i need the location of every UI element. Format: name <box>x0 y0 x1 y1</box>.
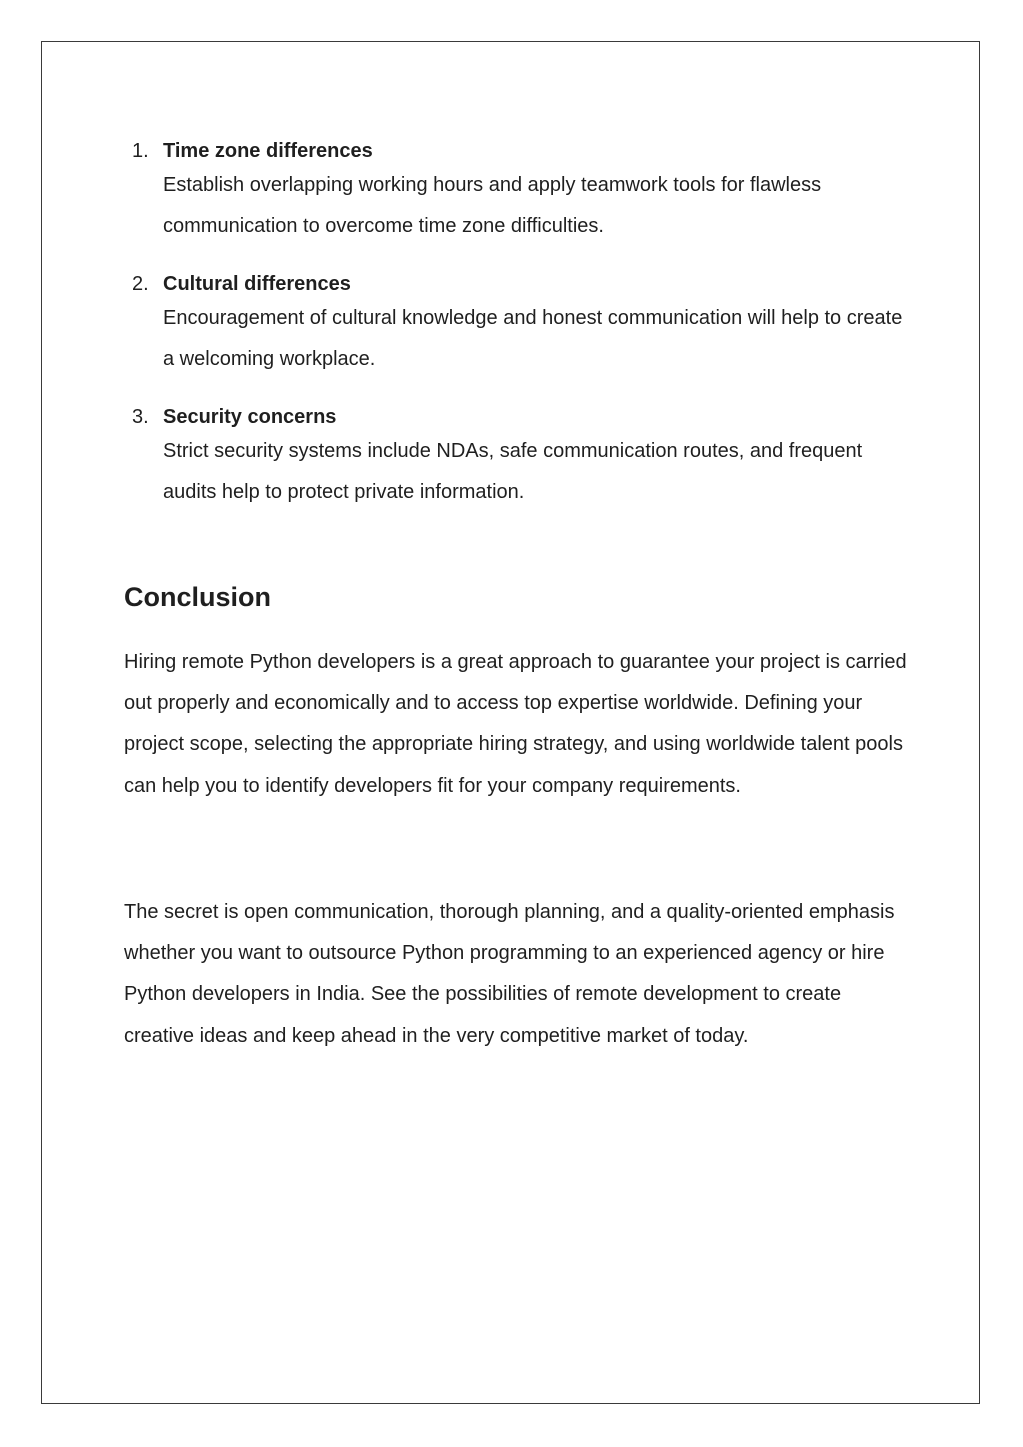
list-item-body: Strict security systems include NDAs, safe communication routes, and frequent audits help to protect private information. <box>163 440 863 503</box>
list-item-heading: Time zone differences <box>163 140 373 162</box>
conclusion-heading: Conclusion <box>124 582 271 612</box>
list-item-body: Encouragement of cultural knowledge and honest communication will help to create a welcoming workplace. <box>163 307 903 370</box>
conclusion-paragraph: The secret is open communication, thorough planning, and a quality-oriented emphasis whether you want to outsource Python programming to an experienced agency or hire Python developers in India. See the possibilities of remote development to create creative ideas and keep ahead in the very competitive market of today. <box>124 901 895 1047</box>
list-item-number: 3. <box>132 406 149 428</box>
list-item <box>124 403 914 513</box>
list-item-heading: Security concerns <box>163 406 337 428</box>
list-item-body: Establish overlapping working hours and apply teamwork tools for flawless communication to overcome time zone difficulties. <box>163 174 822 237</box>
list-item-number: 2. <box>132 273 149 295</box>
list-item-number: 1. <box>132 140 149 162</box>
list-item <box>124 270 914 380</box>
list-item-heading: Cultural differences <box>163 273 351 295</box>
conclusion-paragraph: Hiring remote Python developers is a great approach to guarantee your project is carried out properly and economically and to access top expertise worldwide. Defining your project scope, selecting the appropriate hiring strategy, and using worldwide talent pools can help you to identify developers fit for your company requirements. <box>124 651 907 797</box>
list-item <box>124 137 914 247</box>
challenges-list <box>124 137 914 536</box>
